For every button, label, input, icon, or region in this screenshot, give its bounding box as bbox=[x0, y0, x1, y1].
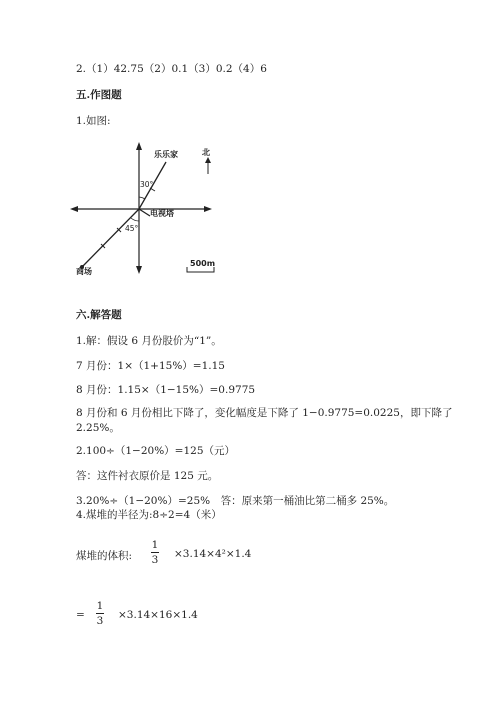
solve-line-3: 8 月份：1.15×（1−15%）=0.9775 bbox=[76, 384, 256, 396]
fraction-denominator-2: 3 bbox=[96, 615, 104, 627]
solve-line-6: 2.100÷（1−20%）=125（元） bbox=[76, 445, 236, 457]
fraction-numerator: 1 bbox=[151, 539, 159, 551]
vertical-axis-arrow-up bbox=[136, 142, 142, 150]
fraction-denominator: 3 bbox=[151, 554, 159, 566]
map-figure bbox=[0, 140, 500, 300]
scale-label: 500m bbox=[190, 259, 216, 268]
label-angle-top: 30° bbox=[140, 180, 154, 189]
volume-expression-2: ×3.14×16×1.4 bbox=[118, 609, 198, 621]
equals-sign: = bbox=[76, 609, 85, 621]
solve-line-7: 答：这件衬衣原价是 125 元。 bbox=[76, 470, 219, 482]
solve-line-5: 2.25%。 bbox=[76, 422, 120, 434]
fraction-one-third-2 bbox=[95, 600, 105, 627]
section-title-draw: 五.作图题 bbox=[76, 89, 122, 101]
north-label: 北 bbox=[202, 148, 210, 157]
horizontal-axis-arrow-right bbox=[204, 206, 212, 212]
solve-line-1: 1.解：假设 6 月份股价为“1”。 bbox=[76, 335, 222, 347]
q1-label: 1.如图: bbox=[76, 115, 111, 127]
label-angle-bottom: 45° bbox=[125, 224, 139, 233]
vertical-axis-arrow-down bbox=[136, 266, 142, 274]
fraction-numerator-2: 1 bbox=[96, 600, 104, 612]
north-arrow-head bbox=[205, 157, 211, 163]
fraction-one-third bbox=[150, 539, 160, 566]
solve-line-9: 4.煤堆的半径为:8÷2=4（米） bbox=[76, 509, 222, 521]
volume-expression-1: ×3.14×4²×1.4 bbox=[174, 548, 252, 560]
horizontal-axis-arrow-left bbox=[70, 206, 78, 212]
answer-q2: 2.（1）42.75（2）0.1（3）0.2（4）6 bbox=[76, 63, 267, 75]
angle-arc-top bbox=[139, 197, 145, 199]
mall-direction-line bbox=[82, 209, 139, 267]
fraction-bar bbox=[151, 552, 159, 553]
label-tower: 电视塔 bbox=[150, 209, 174, 218]
solve-line-2: 7 月份：1×（1+15%）=1.15 bbox=[76, 360, 225, 372]
fraction-bar-2 bbox=[96, 613, 104, 614]
solve-line-8: 3.20%÷（1−20%）=25% 答：原来第一桶油比第二桶多 25%。 bbox=[76, 495, 395, 507]
tower-segment bbox=[139, 209, 150, 216]
label-mall: 商场 bbox=[76, 267, 92, 276]
angle-arc-bottom bbox=[131, 218, 139, 221]
label-home: 乐乐家 bbox=[154, 150, 178, 159]
solve-line-4: 8 月份和 6 月份相比下降了，变化幅度是下降了 1−0.9775=0.0225，即下降了 bbox=[76, 407, 453, 419]
volume-label: 煤堆的体积: bbox=[76, 550, 133, 562]
section-title-solve: 六.解答题 bbox=[76, 309, 122, 321]
